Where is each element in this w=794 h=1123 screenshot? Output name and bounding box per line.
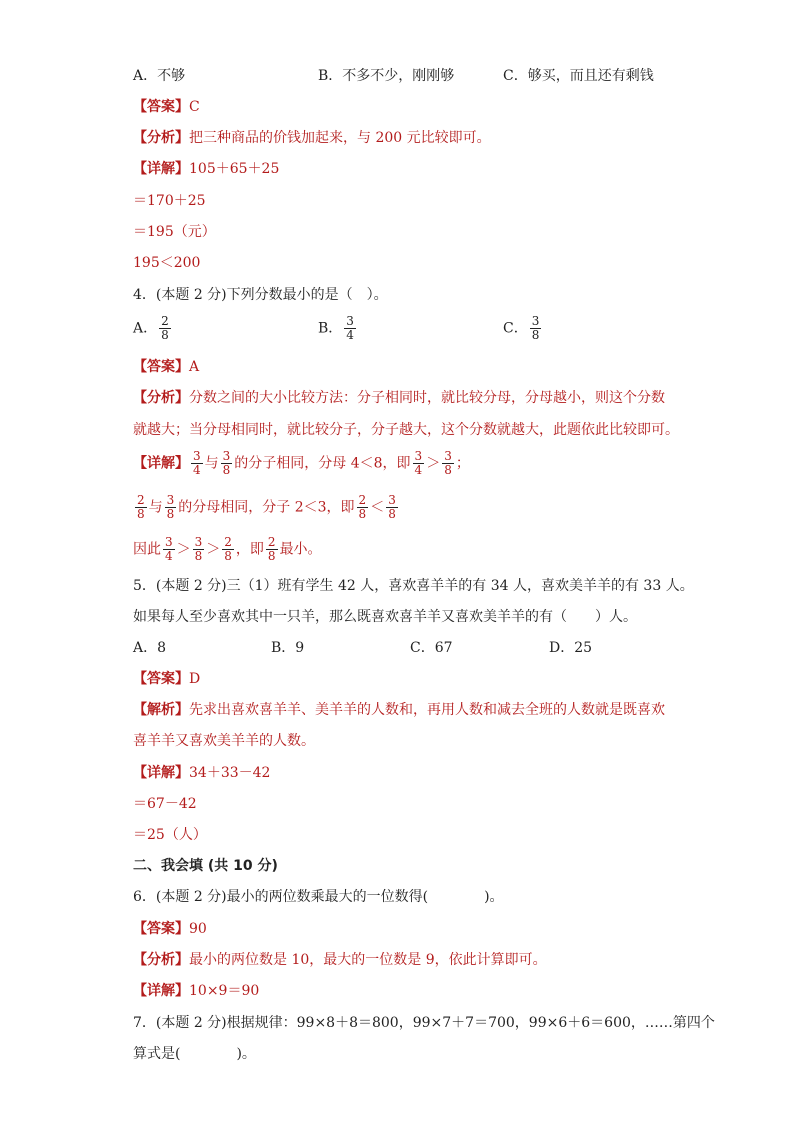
q3-option-b: B．不多不少，刚刚够 (318, 68, 455, 84)
fraction (442, 450, 454, 477)
q4-option-a (133, 315, 173, 342)
q7-stem-2: 算式是( )。 (133, 1046, 256, 1062)
option-label: B． (318, 320, 343, 337)
analysis-tag: 【解析】 (133, 702, 189, 718)
answer-tag: 【答案】 (133, 671, 189, 687)
numerator: 3 (414, 449, 423, 463)
q5-answer: D (189, 671, 201, 687)
q5-analysis-2: 喜羊羊又喜欢美羊羊的人数。 (133, 733, 315, 749)
q3-detail-3: ＝195（元） (133, 224, 216, 240)
denominator: 8 (222, 463, 231, 477)
fraction (530, 315, 542, 342)
fraction (135, 494, 147, 521)
numerator: 3 (193, 449, 201, 463)
fraction (193, 536, 205, 563)
q5-analysis-1: 先求出喜欢喜羊羊、美羊羊的人数和，再用人数和减去全班的人数就是既喜欢 (189, 702, 665, 718)
q4-detail-line-1 (133, 450, 470, 477)
text: 因此 (133, 541, 161, 558)
denominator: 8 (194, 549, 203, 563)
fraction (165, 494, 177, 521)
fraction (221, 450, 233, 477)
q7-stem-1: 7．(本题 2 分)根据规律：99×8＋8＝800，99×7＋7＝700，99×6＋6＝600，……第四个 (133, 1015, 715, 1031)
q3-analysis-line (133, 128, 491, 148)
denominator: 8 (267, 549, 276, 563)
q4-analysis-1: 分数之间的大小比较方法：分子相同时，就比较分母，分母越小，则这个分数 (189, 390, 665, 406)
q5-stem-1: 5．(本题 2 分)三（1）班有学生 42 人，喜欢喜羊羊的有 34 人，喜欢美羊羊的有 33 人。 (133, 578, 694, 594)
denominator: 8 (531, 328, 540, 342)
q5-detail-1: 34＋33－42 (189, 765, 271, 781)
numerator: 3 (531, 314, 540, 328)
q4-answer: A (189, 359, 200, 375)
q4-analysis-2: 就越大；当分母相同时，就比较分子，分子越大，这个分数就越大，此题依此比较即可。 (133, 422, 679, 438)
text: ＞ (206, 541, 221, 558)
q5-detail-3: ＝25（人） (133, 827, 207, 843)
text: ，即 (235, 541, 264, 558)
fraction (357, 494, 369, 521)
q3-detail-4: 195＜200 (133, 255, 201, 271)
q5-stem-2: 如果每人至少喜欢其中一只羊，那么既喜欢喜羊羊又喜欢美羊羊的有（ ）人。 (133, 609, 637, 625)
detail-tag: 【详解】 (133, 983, 189, 999)
text: ； (455, 455, 470, 472)
denominator: 4 (414, 463, 423, 477)
q3-option-c: C．够买，而且还有剩钱 (503, 68, 654, 84)
denominator: 8 (444, 463, 452, 477)
analysis-tag: 【分析】 (133, 130, 189, 146)
numerator: 3 (222, 449, 231, 463)
numerator: 3 (194, 535, 203, 549)
answer-tag: 【答案】 (133, 921, 189, 937)
detail-tag: 【详解】 (133, 765, 189, 781)
fraction (163, 536, 175, 563)
text: 最小。 (279, 541, 322, 558)
denominator: 8 (388, 507, 396, 521)
fraction (344, 315, 356, 342)
q6-answer-line (133, 919, 207, 939)
q3-detail-1: 105＋65＋25 (189, 161, 280, 177)
q4-option-c (503, 315, 543, 342)
numerator: 2 (358, 493, 367, 507)
denominator: 8 (358, 507, 367, 521)
text: 的分母相同，分子 2＜3，即 (178, 499, 355, 516)
q6-detail-line (133, 981, 259, 1001)
denominator: 4 (346, 328, 354, 342)
option-label: A． (133, 320, 158, 337)
fraction (386, 494, 398, 521)
numerator: 3 (388, 493, 396, 507)
numerator: 3 (346, 314, 354, 328)
text: 的分子相同，分母 4＜8，即 (234, 455, 411, 472)
q3-detail-2: ＝170＋25 (133, 193, 206, 209)
q5-option-a: A．8 (133, 640, 167, 656)
q6-analysis-line (133, 950, 547, 970)
option-label: C． (503, 320, 528, 337)
q3-answer: C (189, 99, 200, 115)
denominator: 4 (193, 463, 201, 477)
q5-option-b: B．9 (271, 640, 305, 656)
q5-answer-line (133, 669, 200, 689)
q5-detail-2: ＝67－42 (133, 796, 197, 812)
q4-option-b (318, 315, 358, 342)
detail-tag: 【详解】 (133, 455, 189, 472)
q3-answer-line (133, 97, 200, 117)
q3-analysis: 把三种商品的价钱加起来，与 200 元比较即可。 (189, 130, 491, 146)
text: ＞ (176, 541, 191, 558)
answer-tag: 【答案】 (133, 359, 189, 375)
analysis-tag: 【分析】 (133, 390, 189, 406)
denominator: 8 (161, 328, 169, 342)
q6-analysis: 最小的两位数是 10，最大的一位数是 9，依此计算即可。 (189, 952, 547, 968)
fraction (266, 536, 278, 563)
text: ＜ (370, 499, 385, 516)
numerator: 2 (161, 314, 169, 328)
q5-analysis-line (133, 700, 665, 720)
fraction (191, 450, 203, 477)
denominator: 8 (166, 507, 175, 521)
numerator: 2 (224, 535, 232, 549)
q4-stem: 4．(本题 2 分)下列分数最小的是（ ）。 (133, 287, 388, 303)
q6-answer: 90 (189, 921, 207, 937)
q4-analysis-line (133, 388, 665, 408)
q3-detail-line (133, 159, 279, 179)
denominator: 4 (165, 549, 173, 563)
numerator: 3 (166, 493, 175, 507)
numerator: 2 (267, 535, 276, 549)
detail-tag: 【详解】 (133, 161, 189, 177)
fraction (222, 536, 234, 563)
numerator: 3 (165, 535, 173, 549)
q5-option-d: D．25 (549, 640, 593, 656)
answer-tag: 【答案】 (133, 99, 189, 115)
fraction (413, 450, 425, 477)
q4-detail-line-3 (133, 536, 322, 563)
q3-option-a: A．不够 (133, 68, 186, 84)
numerator: 3 (444, 449, 452, 463)
q5-option-c: C．67 (410, 640, 453, 656)
text: 与 (148, 499, 163, 516)
section-heading: 二、我会填 (共 10 分) (133, 858, 278, 874)
q6-detail: 10×9＝90 (189, 983, 260, 999)
analysis-tag: 【分析】 (133, 952, 189, 968)
numerator: 2 (137, 493, 145, 507)
q5-detail-line (133, 763, 270, 783)
q6-stem: 6．(本题 2 分)最小的两位数乘最大的一位数得( )。 (133, 889, 504, 905)
text: 与 (204, 455, 219, 472)
fraction (159, 315, 171, 342)
denominator: 8 (224, 549, 232, 563)
q4-detail-line-2 (133, 494, 400, 521)
text: ＞ (426, 455, 441, 472)
denominator: 8 (137, 507, 145, 521)
q4-answer-line (133, 357, 199, 377)
